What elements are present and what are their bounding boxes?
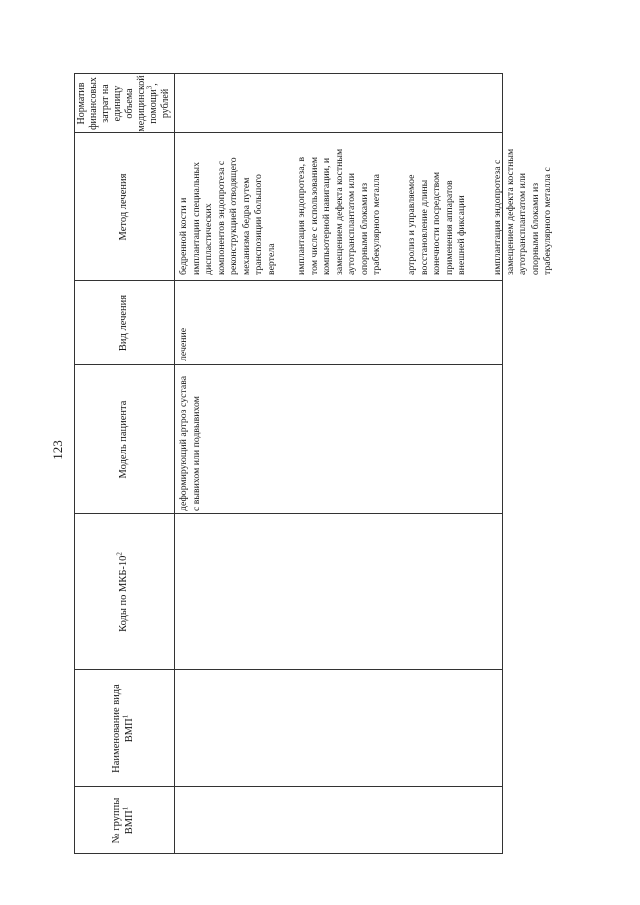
cell-treatment-method-2: имплантация эндопротеза, в том числе с использованием компьютерной навигации, и замещением дефекта костным аутотрансплантатом или опорными блоками из трабекулярного металла (296, 148, 383, 275)
footnote-marker: 1 (121, 806, 130, 811)
cell-treatment-type: лечение (178, 327, 189, 361)
page-number: 123 (50, 440, 65, 460)
header-treatment-method (74, 133, 174, 281)
cell-patient-model: деформирующий артроз сустава с вывихом или подвывихом (178, 375, 202, 511)
footnote-marker: 3 (145, 85, 154, 90)
table-header-bottom-border (174, 74, 175, 854)
cell-treatment-method-3: артролиз и управляемое восстановление длины конечности посредством применения аппаратов внешней фиксации (406, 171, 468, 275)
header-treatment-type-text: Вид лечения (117, 294, 129, 352)
header-vmp-name-text: Наименование вида ВМП (111, 684, 135, 773)
cell-treatment-method-1: бедренной кости и имплантации специальных диспластических компонентов эндопротеза с реконструкцией отводящего механизма бедра путем транспозиции большого вертела (178, 157, 277, 275)
header-icd-codes (74, 514, 174, 670)
cell-treatment-method-4: имплантация эндопротеза с замещением дефекта костным аутотрансплантатом или опорными блоками из трабекулярного металла с (492, 148, 554, 275)
document-page (46, 70, 554, 858)
header-cost-standard-unit: , рублей (148, 83, 171, 119)
header-icd-codes-text: Коды по МКБ-10 (117, 555, 129, 632)
header-vmp-name (74, 670, 174, 787)
header-patient-model-text: Модель пациента (117, 400, 129, 479)
header-patient-model (74, 365, 174, 514)
header-treatment-type (74, 281, 174, 365)
header-group-number-text: № группы ВМП (111, 797, 135, 844)
header-cost-standard (74, 74, 174, 133)
header-group-number (74, 787, 174, 854)
header-cost-standard-text: Норматив финансовых затрат на единицу объема медицинской помощи (76, 75, 159, 132)
header-treatment-method-text: Метод лечения (117, 173, 129, 241)
footnote-marker: 2 (115, 552, 124, 556)
footnote-marker: 1 (121, 714, 130, 719)
